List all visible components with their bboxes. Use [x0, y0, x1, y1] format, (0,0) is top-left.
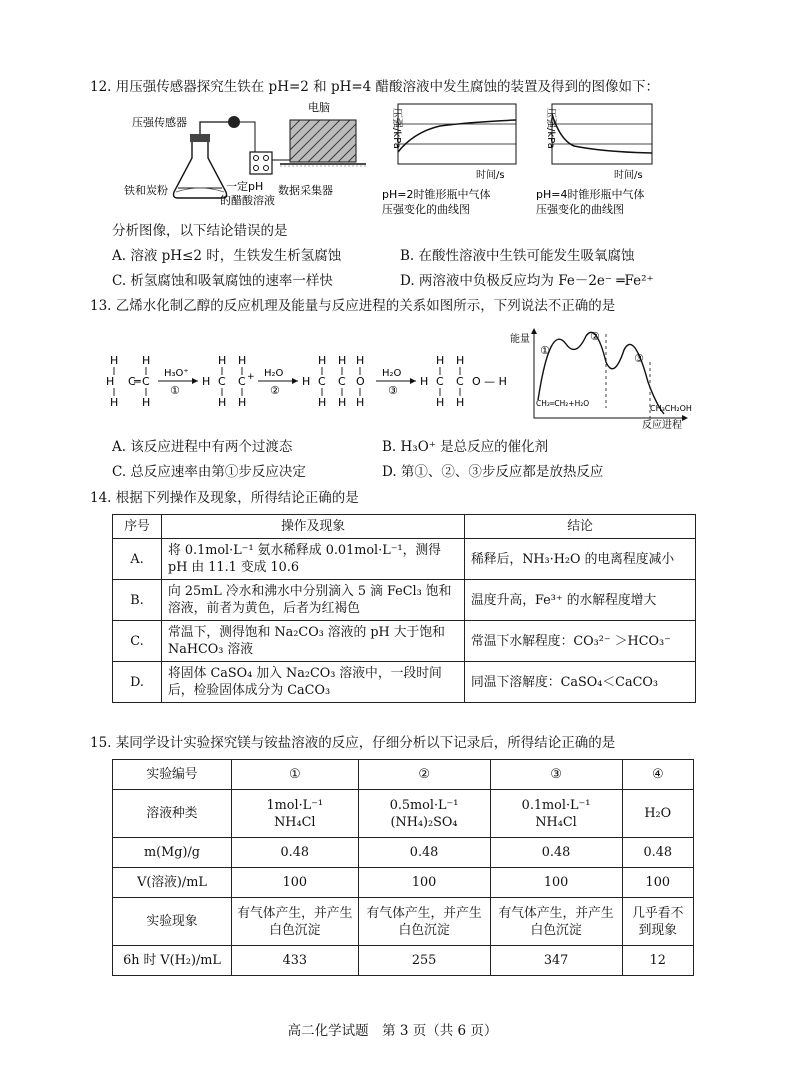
graph1-ylabel: 压强/kPa — [391, 108, 402, 149]
label-solution-2: 的醋酸溶液 — [220, 194, 275, 207]
q15-cell: 100 — [232, 868, 359, 898]
q15-cell: 0.48 — [490, 838, 622, 868]
q12-option-b[interactable]: B. 在酸性溶液中生铁可能发生吸氧腐蚀 — [400, 248, 635, 264]
svg-text:③: ③ — [634, 352, 644, 365]
table-row — [113, 838, 694, 868]
svg-text:H: H — [456, 354, 465, 367]
graph2-caption-2: 压强变化的曲线图 — [536, 203, 624, 216]
q15-cell: 几乎看不到现象 — [622, 898, 693, 946]
graph2-ylabel: 压强/kPa — [545, 108, 556, 149]
table-row[interactable] — [113, 621, 696, 662]
table-row — [113, 898, 694, 946]
svg-text:C: C — [318, 375, 326, 388]
q15-row-label: V(溶液)/mL — [113, 868, 232, 898]
q15-cell: 12 — [622, 946, 693, 976]
q15-stem: 15. 某同学设计实验探究镁与铵盐溶液的反应，仔细分析以下记录后，所得结论正确的是 — [90, 735, 616, 751]
q14-row-id: C. — [113, 621, 162, 662]
svg-text:H: H — [218, 354, 227, 367]
svg-text:C: C — [338, 375, 346, 388]
q12-stem: 12. 用压强传感器探究生铁在 pH=2 和 pH=4 醋酸溶液中发生腐蚀的装置及得到的图像如下： — [90, 79, 660, 95]
svg-text:C: C — [218, 375, 226, 388]
svg-text:H₂O: H₂O — [264, 368, 284, 379]
graph2-xlabel: 时间/s — [614, 170, 643, 181]
q12-option-d[interactable]: D. 两溶液中负极反应均为 Fe－2e⁻ ═Fe²⁺ — [400, 273, 654, 289]
svg-text:C: C — [128, 375, 136, 388]
table-row — [113, 760, 694, 790]
q14-row-id: B. — [113, 580, 162, 621]
q14-row-conclusion: 温度升高，Fe³⁺ 的水解程度增大 — [465, 580, 696, 621]
q15-cell: ② — [358, 760, 490, 790]
q15-cell: 255 — [358, 946, 490, 976]
q15-cell: 347 — [490, 946, 622, 976]
svg-text:②: ② — [270, 384, 280, 397]
label-computer: 电脑 — [308, 101, 330, 114]
svg-text:+: + — [247, 372, 255, 382]
svg-text:C: C — [456, 375, 464, 388]
q15-row-label: 溶液种类 — [113, 790, 232, 838]
q12-graph-ph2 — [380, 100, 530, 218]
svg-text:①: ① — [540, 344, 550, 357]
q15-cell: 0.5mol·L⁻¹ (NH₄)₂SO₄ — [358, 790, 490, 838]
q15-cell: ① — [232, 760, 359, 790]
svg-text:H: H — [318, 354, 327, 367]
q15-table — [112, 759, 694, 976]
q15-cell: ④ — [622, 760, 693, 790]
energy-xlabel: 反应进程 — [642, 420, 682, 431]
q15-cell: H₂O — [622, 790, 693, 838]
energy-end: CH₃CH₂OH — [650, 404, 692, 413]
q12-option-c[interactable]: C. 析氢腐蚀和吸氧腐蚀的速率一样快 — [112, 273, 333, 289]
q14-header-id: 序号 — [113, 515, 162, 539]
page-footer: 高二化学试题 第 3 页（共 6 页） — [287, 1023, 498, 1039]
svg-text:③: ③ — [388, 384, 398, 397]
q14-row-op: 将固体 CaSO₄ 加入 Na₂CO₃ 溶液中，一段时间后，检验固体成分为 CaCO₃ — [162, 662, 465, 703]
energy-ylabel: 能量 — [510, 334, 530, 345]
svg-text:H: H — [456, 396, 465, 409]
q14-row-id: A. — [113, 539, 162, 580]
graph2-caption-1: pH=4时锥形瓶中气体 — [536, 188, 645, 201]
label-sensor: 压强传感器 — [132, 116, 187, 129]
svg-text:H: H — [110, 354, 119, 367]
energy-start: CH₂═CH₂+H₂O — [536, 399, 590, 408]
svg-text:H: H — [238, 354, 247, 367]
q14-row-op: 向 25mL 冷水和沸水中分别滴入 5 滴 FeCl₃ 饱和溶液，前者为黄色，后者为红褐色 — [162, 580, 465, 621]
svg-text:H: H — [142, 354, 151, 367]
svg-text:②: ② — [590, 330, 600, 343]
q15-cell: 100 — [622, 868, 693, 898]
svg-text:C: C — [238, 375, 246, 388]
q15-cell: 0.48 — [358, 838, 490, 868]
q14-row-op: 将 0.1mol·L⁻¹ 氨水稀释成 0.01mol·L⁻¹，测得 pH 由 11.1 变成 10.6 — [162, 539, 465, 580]
q15-cell: 0.48 — [232, 838, 359, 868]
label-collector: 数据采集器 — [278, 184, 333, 197]
q14-row-conclusion: 同温下溶解度：CaSO₄＜CaCO₃ — [465, 662, 696, 703]
q14-header-row — [113, 515, 696, 539]
q14-row-op: 常温下，测得饱和 Na₂CO₃ 溶液的 pH 大于饱和 NaHCO₃ 溶液 — [162, 621, 465, 662]
q15-cell: 1mol·L⁻¹ NH₄Cl — [232, 790, 359, 838]
q15-cell: 100 — [490, 868, 622, 898]
table-row[interactable] — [113, 580, 696, 621]
svg-text:C: C — [436, 375, 444, 388]
q14-table — [112, 514, 696, 703]
q15-row-label: m(Mg)/g — [113, 838, 232, 868]
q15-row-label: 实验现象 — [113, 898, 232, 946]
q15-cell: 433 — [232, 946, 359, 976]
q13-energy-diagram — [510, 322, 700, 434]
svg-text:H: H — [218, 396, 227, 409]
svg-text:O — H: O — H — [472, 375, 507, 388]
q14-row-id: D. — [113, 662, 162, 703]
q14-row-conclusion: 稀释后，NH₃·H₂O 的电离程度减小 — [465, 539, 696, 580]
q13-mechanism-figure — [106, 352, 516, 412]
q15-cell: 0.1mol·L⁻¹ NH₄Cl — [490, 790, 622, 838]
graph1-xlabel: 时间/s — [476, 170, 505, 181]
q15-cell: 100 — [358, 868, 490, 898]
svg-text:H₂O: H₂O — [382, 368, 402, 379]
q13-stem: 13. 乙烯水化制乙醇的反应机理及能量与反应进程的关系如图所示，下列说法不正确的是 — [90, 298, 616, 314]
q14-header-op: 操作及现象 — [162, 515, 465, 539]
q15-row-label: 6h 时 V(H₂)/mL — [113, 946, 232, 976]
svg-text:H: H — [302, 375, 311, 388]
svg-text:①: ① — [170, 384, 180, 397]
svg-text:═: ═ — [134, 375, 141, 388]
q14-row-conclusion: 常温下水解程度：CO₃²⁻ ＞HCO₃⁻ — [465, 621, 696, 662]
svg-text:H: H — [106, 375, 115, 388]
q12-lead: 分析图像，以下结论错误的是 — [112, 223, 288, 239]
q14-header-conclusion: 结论 — [465, 515, 696, 539]
table-row — [113, 868, 694, 898]
q13-option-c[interactable]: C. 总反应速率由第①步反应决定 — [112, 464, 306, 480]
svg-text:H: H — [238, 396, 247, 409]
svg-text:H: H — [420, 375, 429, 388]
q13-option-a[interactable]: A. 该反应进程中有两个过渡态 — [112, 439, 293, 455]
q12-graph-ph4 — [534, 100, 684, 218]
q13-option-b[interactable]: B. H₃O⁺ 是总反应的催化剂 — [382, 439, 549, 455]
table-row — [113, 946, 694, 976]
svg-text:H: H — [356, 396, 365, 409]
q15-cell: 有气体产生，并产生白色沉淀 — [358, 898, 490, 946]
svg-text:H: H — [338, 396, 347, 409]
q12-apparatus-figure — [124, 100, 370, 215]
graph1-caption-1: pH=2时锥形瓶中气体 — [382, 188, 491, 201]
q15-cell: ③ — [490, 760, 622, 790]
graph1-caption-2: 压强变化的曲线图 — [382, 203, 470, 216]
q15-cell: 有气体产生，并产生白色沉淀 — [490, 898, 622, 946]
svg-text:H: H — [142, 396, 151, 409]
svg-text:H: H — [318, 396, 327, 409]
svg-text:H₃O⁺: H₃O⁺ — [164, 368, 189, 379]
table-row[interactable] — [113, 539, 696, 580]
svg-text:O: O — [356, 375, 365, 388]
svg-text:H: H — [436, 354, 445, 367]
label-solution-1: 一定pH — [226, 180, 264, 193]
q15-cell: 有气体产生，并产生白色沉淀 — [232, 898, 359, 946]
q12-option-a[interactable]: A. 溶液 pH≤2 时，生铁发生析氢腐蚀 — [112, 248, 342, 264]
table-row[interactable] — [113, 662, 696, 703]
q15-cell: 0.48 — [622, 838, 693, 868]
svg-text:H: H — [436, 396, 445, 409]
q13-option-d[interactable]: D. 第①、②、③步反应都是放热反应 — [382, 464, 604, 480]
table-row — [113, 790, 694, 838]
q14-stem: 14. 根据下列操作及现象，所得结论正确的是 — [90, 490, 359, 506]
svg-text:H: H — [338, 354, 347, 367]
svg-text:H: H — [110, 396, 119, 409]
svg-text:H: H — [356, 354, 365, 367]
svg-text:H: H — [202, 375, 211, 388]
q15-row-label: 实验编号 — [113, 760, 232, 790]
svg-text:C: C — [142, 375, 150, 388]
label-mix: 铁和炭粉 — [124, 184, 168, 197]
